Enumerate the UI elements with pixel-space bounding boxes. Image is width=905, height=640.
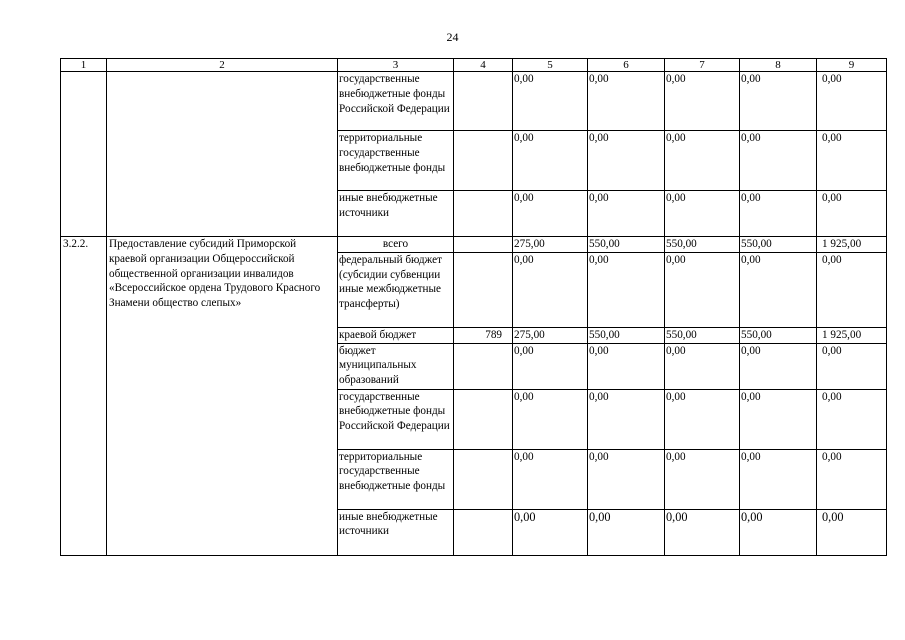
value-year-3: 0,00 [665,509,740,555]
funding-source: территориальные государственные внебюджетные фонды [338,449,454,509]
value-total: 0,00 [817,343,887,389]
col-header-1: 1 [61,59,107,72]
col-header-5: 5 [513,59,588,72]
value-year-2: 550,00 [588,327,665,343]
budget-code [454,343,513,389]
value-total: 0,00 [817,252,887,327]
value-year-4: 0,00 [740,449,817,509]
value-total: 0,00 [817,389,887,449]
value-year-2: 0,00 [588,131,665,191]
value-total: 0,00 [817,449,887,509]
value-year-1: 0,00 [513,72,588,131]
value-year-4: 550,00 [740,237,817,253]
budget-code: 789 [454,327,513,343]
value-year-4: 0,00 [740,389,817,449]
funding-source: территориальные государственные внебюджетные фонды [338,131,454,191]
value-year-3: 0,00 [665,343,740,389]
value-year-2: 0,00 [588,191,665,237]
value-year-4: 550,00 [740,327,817,343]
value-year-1: 0,00 [513,131,588,191]
funding-source: государственные внебюджетные фонды Российской Федерации [338,389,454,449]
value-year-1: 0,00 [513,389,588,449]
funding-source: всего [338,237,454,253]
budget-code [454,237,513,253]
funding-source: иные внебюджетные источники [338,509,454,555]
value-year-1: 275,00 [513,237,588,253]
funding-source: государственные внебюджетные фонды Российской Федерации [338,72,454,131]
value-year-2: 0,00 [588,72,665,131]
budget-code [454,252,513,327]
budget-code [454,131,513,191]
funding-source: федеральный бюджет (субсидии субвенции иные межбюджетные трансферты) [338,252,454,327]
value-year-2: 0,00 [588,343,665,389]
value-year-1: 0,00 [513,191,588,237]
col-header-7: 7 [665,59,740,72]
header-row [61,59,887,72]
page-number: 24 [446,30,459,44]
value-year-2: 550,00 [588,237,665,253]
col-header-6: 6 [588,59,665,72]
col-header-8: 8 [740,59,817,72]
value-year-3: 0,00 [665,389,740,449]
col-header-4: 4 [454,59,513,72]
value-total: 0,00 [817,131,887,191]
value-year-1: 0,00 [513,509,588,555]
budget-code [454,509,513,555]
value-year-3: 550,00 [665,237,740,253]
value-total: 1 925,00 [817,327,887,343]
value-year-4: 0,00 [740,72,817,131]
value-year-3: 550,00 [665,327,740,343]
value-year-1: 0,00 [513,449,588,509]
value-year-4: 0,00 [740,131,817,191]
value-year-3: 0,00 [665,131,740,191]
value-total: 1 925,00 [817,237,887,253]
value-year-4: 0,00 [740,191,817,237]
funding-source: иные внебюджетные источники [338,191,454,237]
value-year-3: 0,00 [665,191,740,237]
table-row [61,72,887,131]
section-number: 3.2.2. [61,237,107,556]
value-year-4: 0,00 [740,509,817,555]
value-year-3: 0,00 [665,72,740,131]
budget-code [454,449,513,509]
row-number-cell [61,72,107,237]
col-header-2: 2 [107,59,338,72]
value-year-4: 0,00 [740,343,817,389]
value-total: 0,00 [817,191,887,237]
budget-code [454,72,513,131]
value-year-1: 0,00 [513,252,588,327]
col-header-3: 3 [338,59,454,72]
value-year-1: 0,00 [513,343,588,389]
value-total: 0,00 [817,509,887,555]
value-year-3: 0,00 [665,449,740,509]
value-year-2: 0,00 [588,252,665,327]
value-year-3: 0,00 [665,252,740,327]
value-year-1: 275,00 [513,327,588,343]
section-title: Предоставление субсидий Приморской краевой организации Общероссийской общественной организации инвалидов «Всероссийское ордена Трудового Красного Знамени общество слепых» [107,237,338,556]
value-total: 0,00 [817,72,887,131]
value-year-2: 0,00 [588,389,665,449]
table-row [61,237,887,253]
col-header-9: 9 [817,59,887,72]
budget-table [60,58,887,556]
value-year-2: 0,00 [588,449,665,509]
funding-source: бюджет муниципальных образований [338,343,454,389]
value-year-4: 0,00 [740,252,817,327]
budget-code [454,389,513,449]
funding-source: краевой бюджет [338,327,454,343]
budget-code [454,191,513,237]
row-title-cell [107,72,338,237]
value-year-2: 0,00 [588,509,665,555]
